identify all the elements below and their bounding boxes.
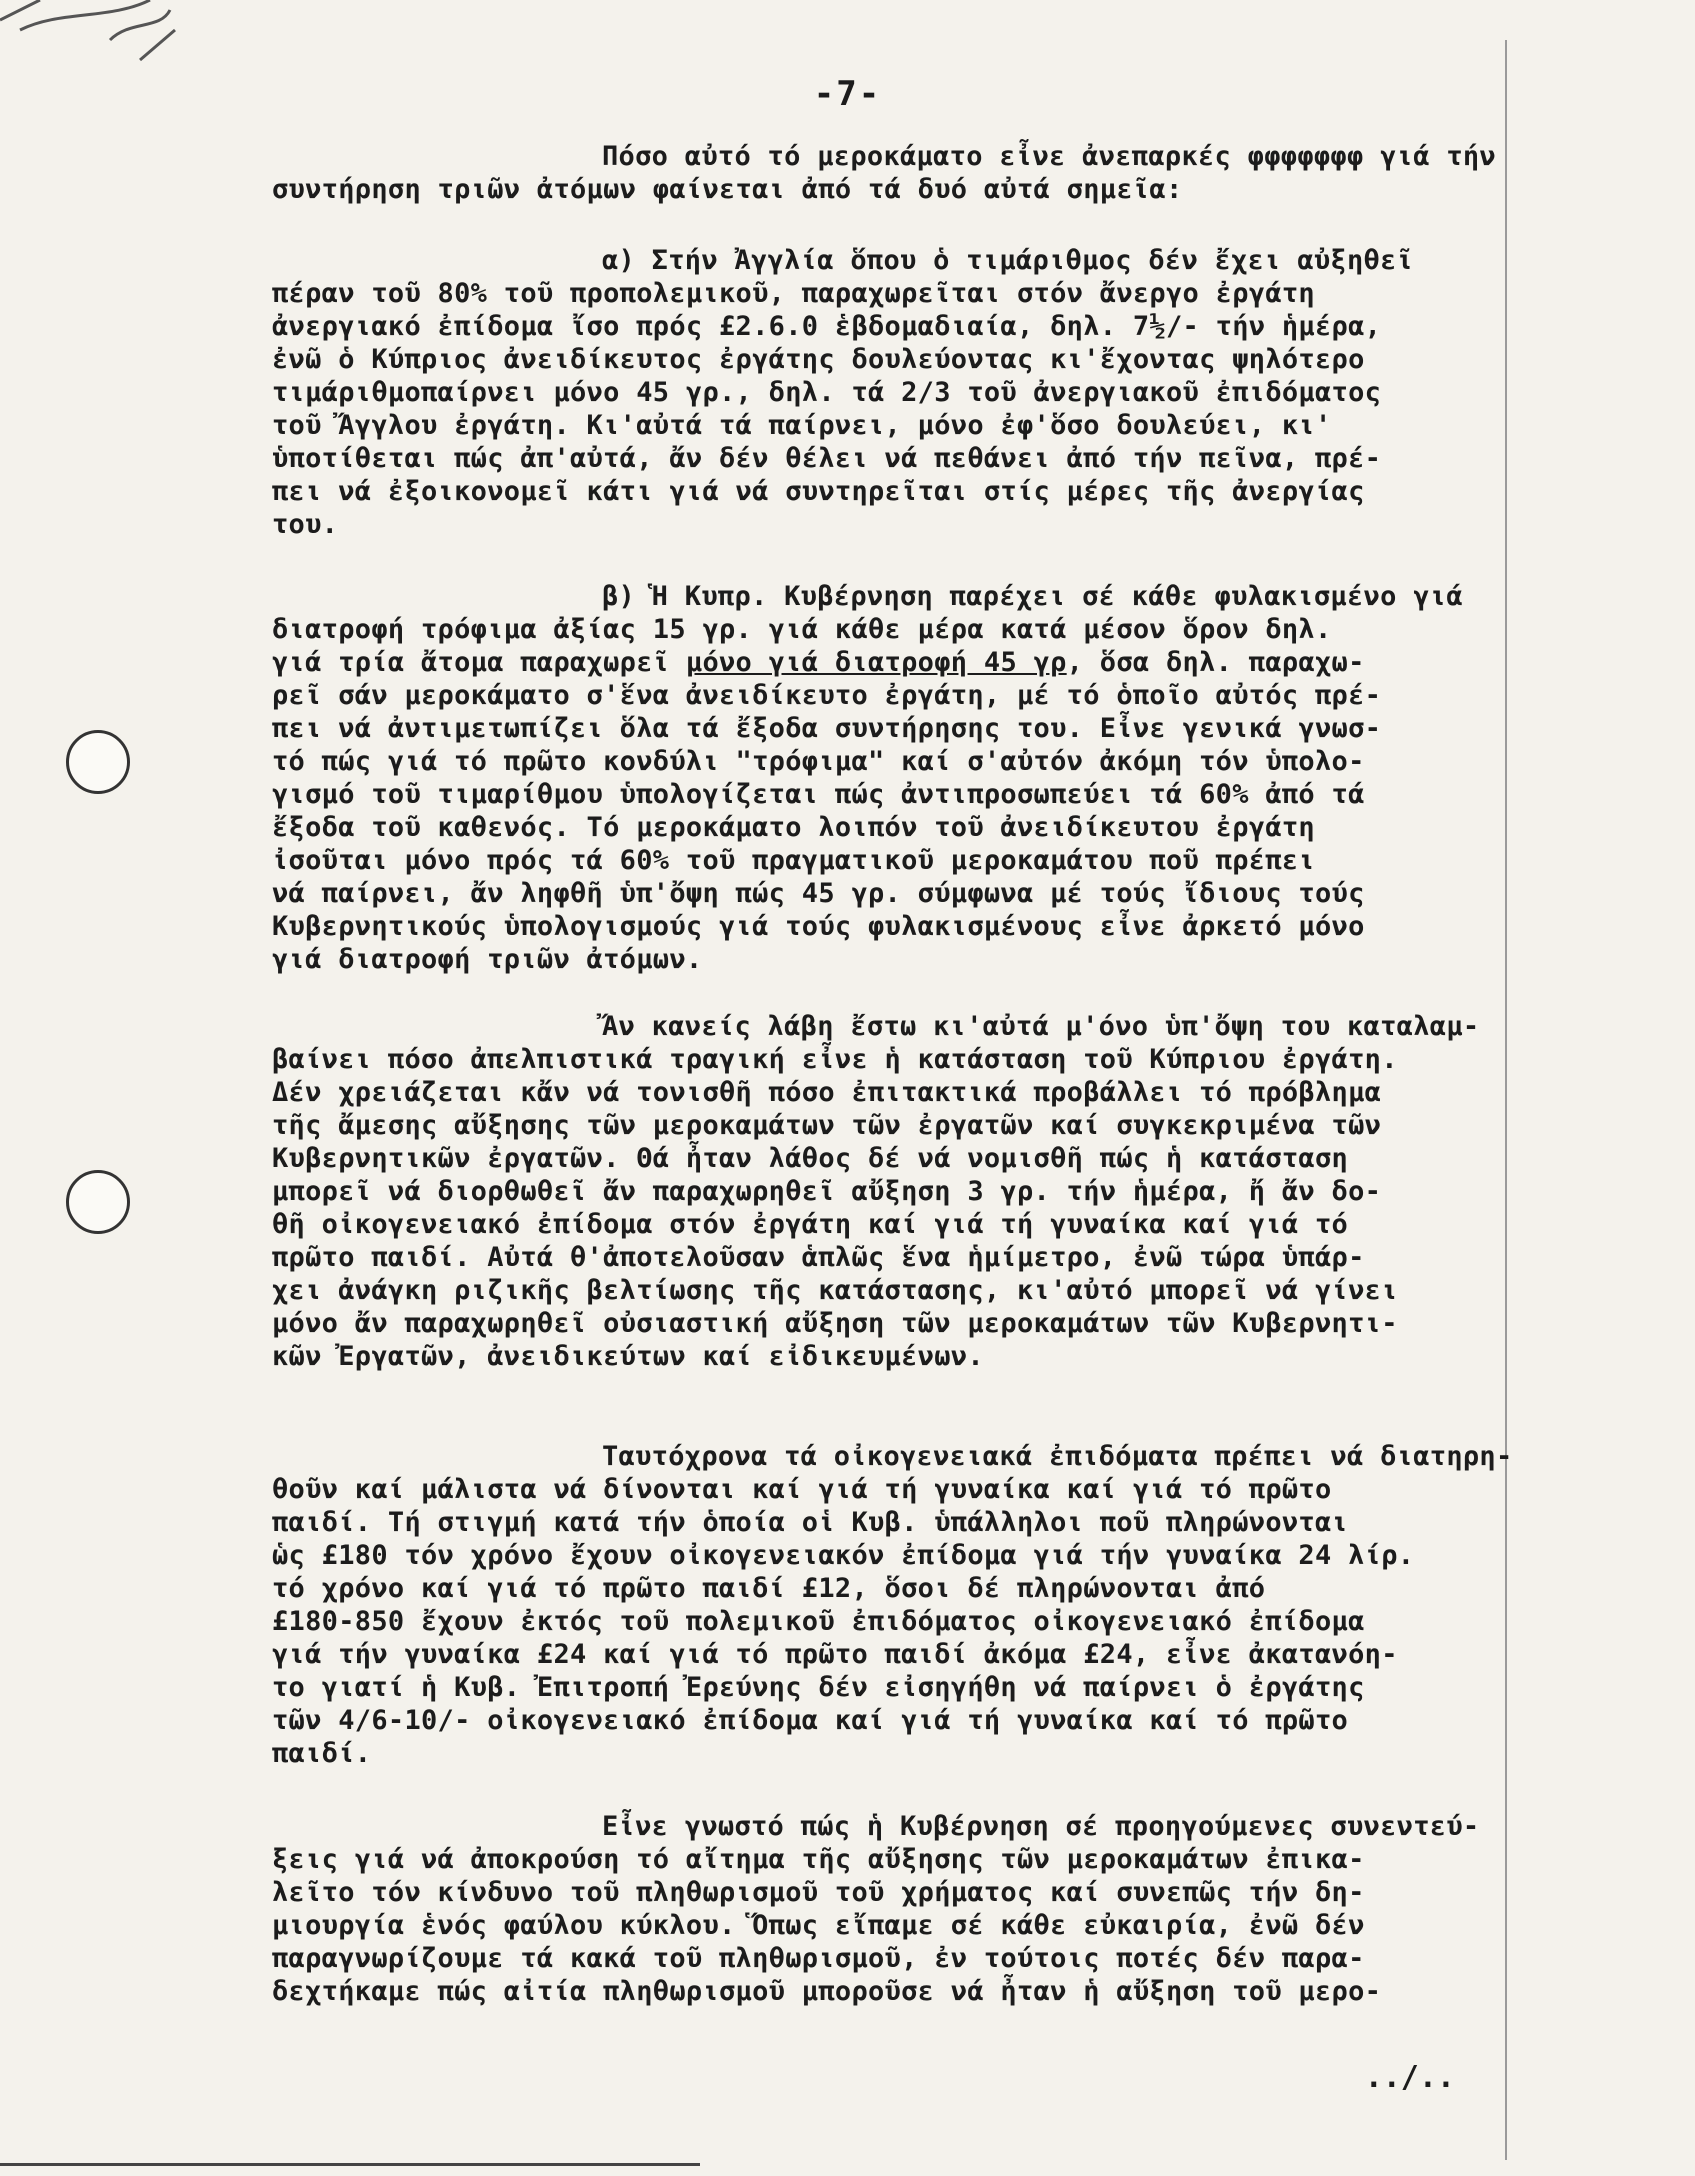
text-line: ρεῖ σάν μεροκάματο σ'ἕνα ἀνειδίκευτο ἐργάτη, μέ τό ὁποῖο αὐτός πρέ- (272, 680, 1382, 711)
paragraph-1 (272, 140, 1602, 206)
text-line: του. (272, 509, 339, 540)
text-line: β) Ἡ Κυπρ. Κυβέρνηση παρέχει σέ κάθε φυλακισμένο γιά (602, 581, 1463, 612)
text-line: παιδί. (272, 1738, 372, 1769)
text-line: θοῦν καί μάλιστα νά δίνονται καί γιά τή γυναίκα καί γιά τό πρῶτο (272, 1474, 1332, 1505)
text-line: θῆ οἰκογενειακό ἐπίδομα στόν ἐργάτη καί γιά τή γυναίκα καί γιά τό (272, 1209, 1349, 1240)
text-line: δεχτήκαμε πώς αἰτία πληθωρισμοῦ μποροῦσε νά ἦταν ἡ αὔξηση τοῦ μερο- (272, 1976, 1382, 2007)
text-line: κῶν Ἐργατῶν, ἀνειδικεύτων καί εἰδικευμένων. (272, 1341, 984, 1372)
text-line: παιδί. Τή στιγμή κατά τήν ὁποία οἱ Κυβ. ὑπάλληλοι ποῦ πληρώνονται (272, 1507, 1349, 1538)
text-line: τιμάριθμοπαίρνει μόνο 45 γρ., δηλ. τά 2/3 τοῦ ἀνεργιακοῦ ἐπιδόματος (272, 377, 1382, 408)
punch-hole-top (66, 730, 130, 794)
text-line: Πόσο αὐτό τό μεροκάματο εἶνε ἀνεπαρκές φφφφφφφ γιά τήν (602, 141, 1496, 172)
continuation-mark: ../.. (1364, 2060, 1455, 2095)
text-line: τῶν 4/6-10/- οἰκογενειακό ἐπίδομα καί γιά τή γυναίκα καί τό πρῶτο (272, 1705, 1349, 1736)
page-number: -7- (813, 74, 882, 114)
text-line: Ταυτόχρονα τά οἰκογενειακά ἐπιδόματα πρέπει νά διατηρη- (602, 1441, 1513, 1472)
text-line: ἰσοῦται μόνο πρός τά 60% τοῦ πραγματικοῦ μεροκαμάτου ποῦ πρέπει (272, 845, 1315, 876)
text-line: πέραν τοῦ 80% τοῦ προπολεμικοῦ, παραχωρεῖται στόν ἄνεργο ἐργάτη (272, 278, 1315, 309)
text-line: £180-850 ἔχουν ἐκτός τοῦ πολεμικοῦ ἐπιδόματος οἰκογενειακό ἐπίδομα (272, 1606, 1365, 1637)
paragraph-3 (272, 580, 1602, 976)
paragraph-4 (272, 1010, 1602, 1373)
punch-hole-bottom (66, 1170, 130, 1234)
text-line: Κυβερνητικούς ὑπολογισμούς γιά τούς φυλακισμένους εἶνε ἀρκετό μόνο (272, 911, 1365, 942)
bottom-rule (0, 2163, 700, 2166)
text-line: μπορεῖ νά διορθωθεῖ ἄν παραχωρηθεῖ αὔξηση 3 γρ. τήν ἡμέρα, ἤ ἄν δο- (272, 1176, 1382, 1207)
text-line: τοῦ Ἄγγλου ἐργάτη. Κι'αὐτά τά παίρνει, μόνο ἐφ'ὅσο δουλεύει, κι' (272, 410, 1332, 441)
text-line: ἀνεργιακό ἐπίδομα ἴσο πρός £2.6.0 ἑβδομαδιαία, δηλ. 7½/- τήν ἡμέρα, (272, 311, 1382, 342)
text-line: χει ἀνάγκη ριζικῆς βελτίωσης τῆς κατάστασης, κι'αὐτό μπορεῖ νά γίνει (272, 1275, 1398, 1306)
text-line: παραγνωρίζουμε τά κακά τοῦ πληθωρισμοῦ, ἐν τούτοις ποτές δέν παρα- (272, 1943, 1365, 1974)
text-line: α) Στήν Ἀγγλία ὅπου ὁ τιμάριθμος δέν ἔχει αὐξηθεῖ (602, 245, 1414, 276)
text-line: Ἄν κανείς λάβη ἔστω κι'αὐτά μ'όνο ὑπ'ὄψη του καταλαμ- (602, 1011, 1480, 1042)
text-line: πρῶτο παιδί. Αὐτά θ'ἀποτελοῦσαν ἁπλῶς ἕνα ἡμίμετρο, ἐνῶ τώρα ὑπάρ- (272, 1242, 1365, 1273)
text-line: Κυβερνητικῶν ἐργατῶν. Θά ἦταν λάθος δέ νά νομισθῆ πώς ἡ κατάσταση (272, 1143, 1349, 1174)
text-line: γιά τήν γυναίκα £24 καί γιά τό πρῶτο παιδί ἀκόμα £24, εἶνε ἀκατανόη- (272, 1639, 1398, 1670)
paragraph-6 (272, 1810, 1602, 2008)
text-segment: , ὅσα δηλ. παραχω- (1066, 647, 1365, 678)
text-line: μιουργία ἑνός φαύλου κύκλου. Ὅπως εἴπαμε σέ κάθε εὐκαιρία, ἐνῶ δέν (272, 1910, 1365, 1941)
text-line: τό πώς γιά τό πρῶτο κονδύλι "τρόφιμα" καί σ'αὐτόν ἀκόμη τόν ὑπολο- (272, 746, 1365, 777)
text-line: τό χρόνο καί γιά τό πρῶτο παιδί £12, ὅσοι δέ πληρώνονται ἀπό (272, 1573, 1266, 1604)
text-line: Εἶνε γνωστό πώς ἡ Κυβέρνηση σέ προηγούμενες συνεντεύ- (602, 1811, 1480, 1842)
text-line: συντήρηση τριῶν ἀτόμων φαίνεται ἀπό τά δυό αὐτά σημεῖα: (272, 174, 1183, 205)
text-line: Δέν χρειάζεται κἄν νά τονισθῆ πόσο ἐπιτακτικά προβάλλει τό πρόβλημα (272, 1077, 1382, 1108)
paragraph-2 (272, 244, 1602, 541)
text-line: ἐνῶ ὁ Κύπριος ἀνειδίκευτος ἐργάτης δουλεύοντας κι'ἔχοντας ψηλότερο (272, 344, 1365, 375)
text-line: πει νά ἀντιμετωπίζει ὅλα τά ἔξοδα συντήρησης του. Εἶνε γενικά γνωσ- (272, 713, 1382, 744)
text-line: ἔξοδα τοῦ καθενός. Τό μεροκάματο λοιπόν τοῦ ἀνειδίκευτου ἐργάτη (272, 812, 1315, 843)
text-line: ὡς £180 τόν χρόνο ἔχουν οἰκογενειακόν ἐπίδομα γιά τήν γυναίκα 24 λίρ. (272, 1540, 1415, 1571)
text-line: μόνο ἄν παραχωρηθεῖ οὐσιαστική αὔξηση τῶν μεροκαμάτων τῶν Κυβερνητι- (272, 1308, 1398, 1339)
text-line: βαίνει πόσο ἀπελπιστικά τραγική εἶνε ἡ κατάσταση τοῦ Κύπριου ἐργάτη. (272, 1044, 1398, 1075)
text-line: το γιατί ἡ Κυβ. Ἐπιτροπή Ἐρεύνης δέν εἰσηγήθη νά παίρνει ὁ ἐργάτης (272, 1672, 1365, 1703)
text-line: διατροφή τρόφιμα ἀξίας 15 γρ. γιά κάθε μέρα κατά μέσον ὅρον δηλ. (272, 614, 1332, 645)
underlined-text: μόνο γιά διατροφή 45 γρ (685, 647, 1067, 678)
text-line (272, 646, 1602, 679)
text-line: γιά διατροφή τριῶν ἀτόμων. (272, 944, 703, 975)
text-line: πει νά ἐξοικονομεῖ κάτι γιά νά συντηρεῖται στίς μέρες τῆς ἀνεργίας (272, 476, 1365, 507)
text-segment: γιά τρία ἄτομα παραχωρεῖ (272, 647, 686, 678)
paragraph-5 (272, 1440, 1602, 1770)
text-line: λεῖτο τόν κίνδυνο τοῦ πληθωρισμοῦ τοῦ χρήματος καί συνεπῶς τήν δη- (272, 1877, 1365, 1908)
text-line: νά παίρνει, ἄν ληφθῆ ὑπ'ὄψη πώς 45 γρ. σύμφωνα μέ τούς ἴδιους τούς (272, 878, 1365, 909)
text-line: ξεις γιά νά ἀποκρούση τό αἴτημα τῆς αὔξησης τῶν μεροκαμάτων ἐπικα- (272, 1844, 1365, 1875)
text-line: γισμό τοῦ τιμαρίθμου ὑπολογίζεται πώς ἀντιπροσωπεύει τά 60% ἀπό τά (272, 779, 1365, 810)
text-line: ὑποτίθεται πώς ἀπ'αὐτά, ἄν δέν θέλει νά πεθάνει ἀπό τήν πεῖνα, πρέ- (272, 443, 1382, 474)
text-line: τῆς ἄμεσης αὔξησης τῶν μεροκαμάτων τῶν ἐργατῶν καί συγκεκριμένα τῶν (272, 1110, 1382, 1141)
